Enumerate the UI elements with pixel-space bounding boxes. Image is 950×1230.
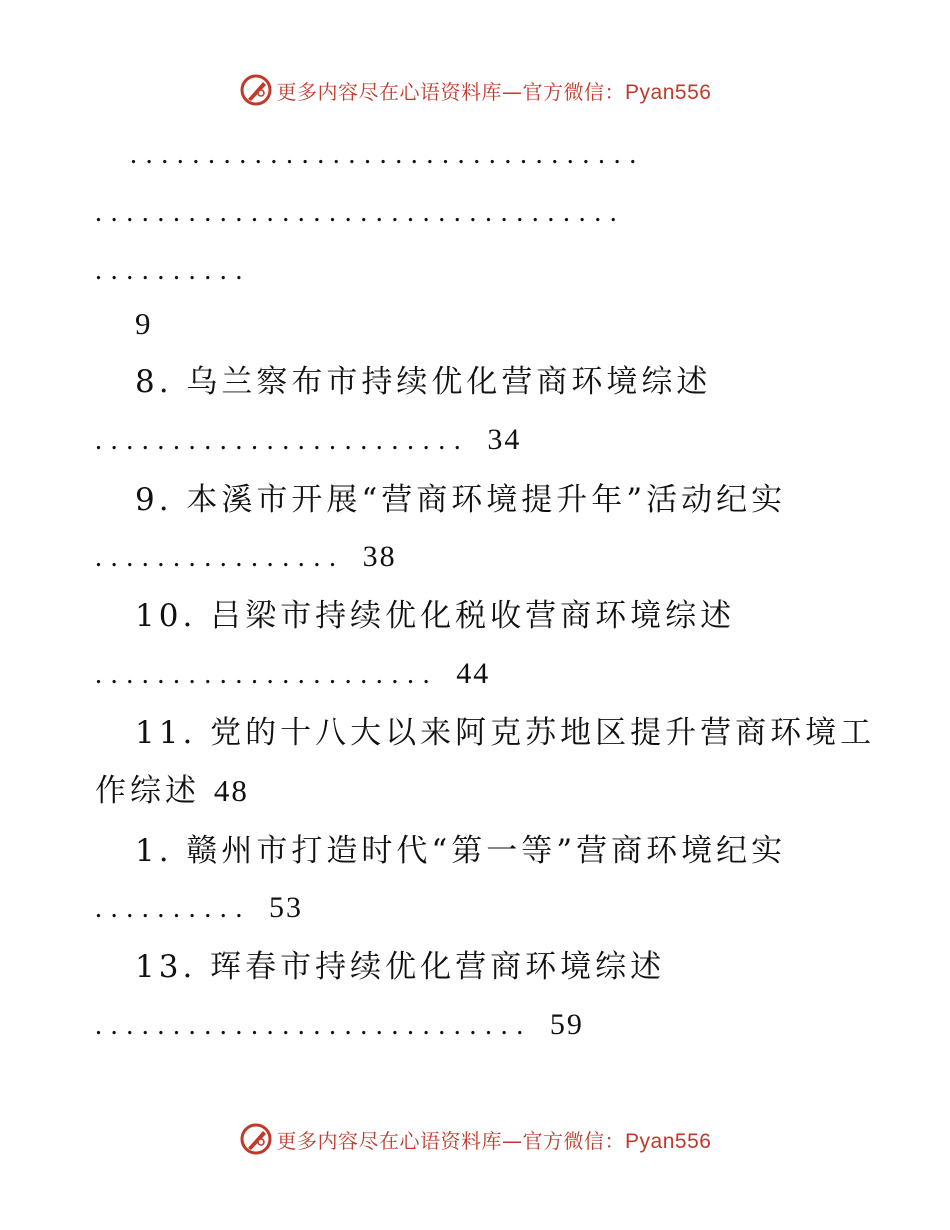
- toc-entry-title: 1. 赣州市打造时代“第一等”营商环境纪实: [135, 833, 787, 869]
- watermark-wechat-label: 官方微信：: [522, 1128, 626, 1153]
- toc-leader-dots: ..........: [95, 256, 251, 286]
- toc-page-number: 38: [362, 542, 397, 573]
- toc-entry-leader: [95, 1010, 795, 1041]
- watermark-main-text: 更多内容尽在心语资料库: [276, 79, 503, 104]
- toc-page-number: 53: [269, 893, 303, 924]
- toc-entry-title: 8. 乌兰察布市持续优化营商环境综述: [135, 364, 712, 400]
- toc-leader-dots: ......................: [95, 659, 439, 690]
- watermark-wechat-label: 官方微信：: [522, 79, 626, 104]
- toc-entry-title-tail: 作综述: [95, 773, 200, 809]
- watermark-wechat-id: Pyan556: [625, 80, 712, 104]
- watermark-wechat-id: Pyan556: [625, 1129, 712, 1153]
- toc-page-number: 44: [456, 659, 491, 690]
- toc-leader-dots: ........................: [95, 425, 470, 456]
- pen-logo-icon: [239, 73, 273, 107]
- watermark-dash: —: [502, 79, 523, 104]
- pen-logo-icon: [239, 1122, 273, 1156]
- toc-leader-dots: ............................: [95, 1010, 532, 1041]
- toc-entry-leader: [95, 893, 495, 924]
- toc-entry-title: 10. 吕梁市持续优化税收营商环境综述: [135, 598, 736, 634]
- toc-entry-leader: [95, 542, 595, 573]
- toc-page-number: 48: [213, 773, 249, 808]
- toc-entry-title: 9. 本溪市开展“营商环境提升年”活动纪实: [135, 482, 787, 518]
- toc-leader-dots: ..................................: [95, 198, 626, 228]
- toc-page-number: 59: [549, 1010, 584, 1041]
- footer-watermark: [0, 1119, 950, 1159]
- toc-entry-leader: [95, 659, 695, 690]
- toc-leader-dots: ..........: [95, 893, 251, 924]
- toc-page-number: 34: [487, 425, 522, 456]
- header-watermark: [0, 70, 950, 110]
- toc-leader-dots: ................: [95, 542, 345, 573]
- toc-entry-title: 11. 党的十八大以来阿克苏地区提升营商环境工: [135, 715, 876, 751]
- toc-entry-leader: [95, 425, 695, 456]
- watermark-dash: —: [502, 1128, 523, 1153]
- watermark-main-text: 更多内容尽在心语资料库: [276, 1128, 503, 1153]
- toc-leader-dots: .................................: [130, 140, 645, 170]
- toc-entry-title-continued: [95, 773, 249, 809]
- toc-page-number: 9: [135, 306, 153, 341]
- toc-entry-title: 13. 珲春市持续优化营商环境综述: [135, 949, 666, 985]
